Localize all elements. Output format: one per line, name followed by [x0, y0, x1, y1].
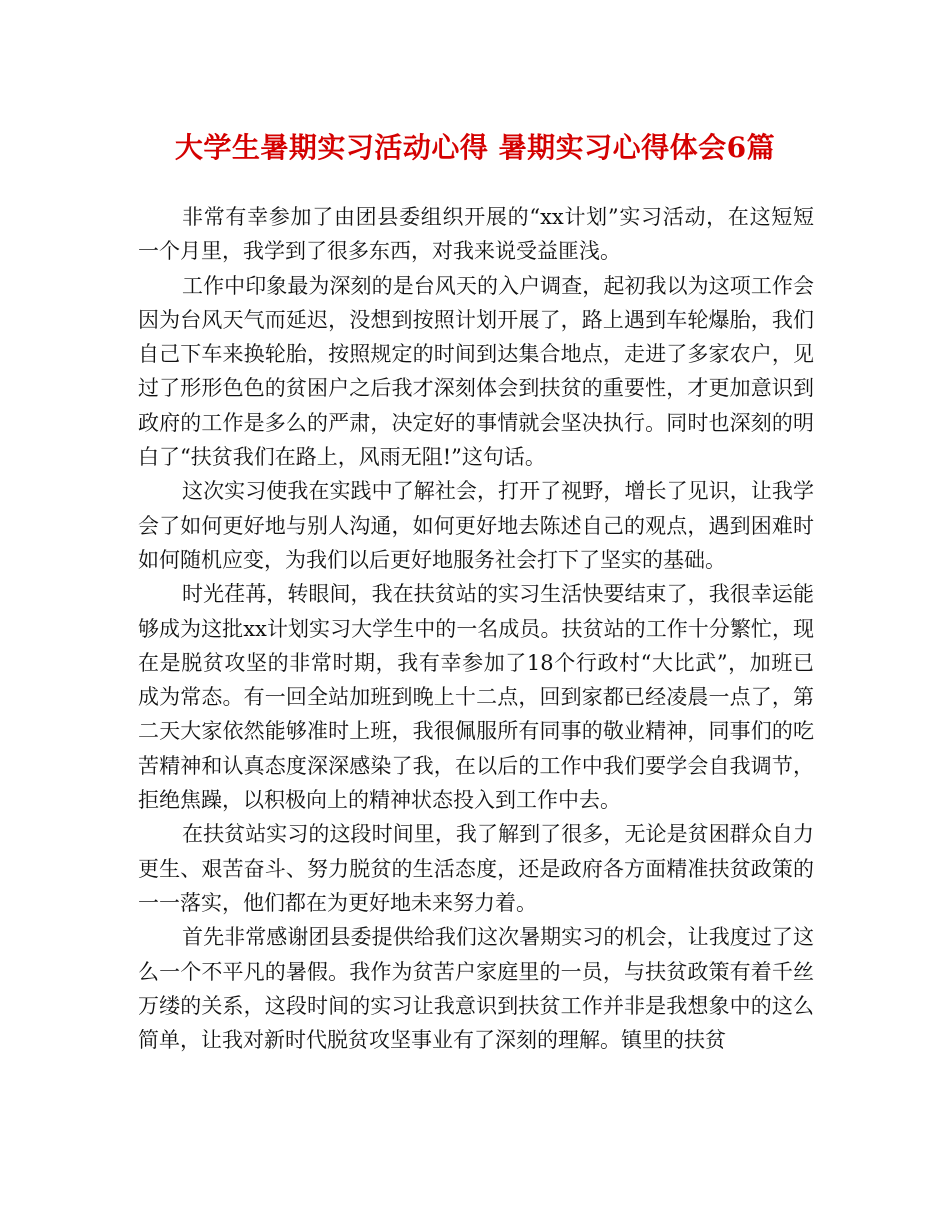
- paragraph-1: 非常有幸参加了由团县委组织开展的“xx计划”实习活动，在这短短一个月里，我学到了很多东西，对我来说受益匪浅。: [138, 205, 814, 264]
- paragraph-5: 在扶贫站实习的这段时间里，我了解到了很多，无论是贫困群众自力更生、艰苦奋斗、努力脱贫的生活态度，还是政府各方面精准扶贫政策的一一落实，他们都在为更好地未来努力着。: [138, 822, 814, 915]
- paragraph-3: 这次实习使我在实践中了解社会，打开了视野，增长了见识，让我学会了如何更好地与别人沟通，如何更好地去陈述自己的观点，遇到困难时如何随机应变，为我们以后更好地服务社会打下了坚实的基础。: [138, 479, 814, 572]
- paragraph-4: 时光荏苒，转眼间，我在扶贫站的实习生活快要结束了，我很幸运能够成为这批xx计划实习大学生中的一名成员。扶贫站的工作十分繁忙，现在是脱贫攻坚的非常时期，我有幸参加了18个行政村“大比武”，加班已成为常态。有一回全站加班到晚上十二点，回到家都已经凌晨一点了，第二天大家依然能够准时上班，我很佩服所有同事的敬业精神，同事们的吃苦精神和认真态度深深感染了我，在以后的工作中我们要学会自我调节，拒绝焦躁，以积极向上的精神状态投入到工作中去。: [138, 582, 814, 813]
- document-title: 大学生暑期实习活动心得 暑期实习心得体会6篇: [174, 131, 776, 164]
- document-body: [138, 200, 814, 1057]
- paragraph-6: 首先非常感谢团县委提供给我们这次暑期实习的机会，让我度过了这么一个不平凡的暑假。我作为贫苦户家庭里的一员，与扶贫政策有着千丝万缕的关系，这段时间的实习让我意识到扶贫工作并非是我想象中的这么简单，让我对新时代脱贫攻坚事业有了深刻的理解。镇里的扶贫: [138, 925, 814, 1053]
- paragraph-2: 工作中印象最为深刻的是台风天的入户调查，起初我以为这项工作会因为台风天气而延迟，没想到按照计划开展了，路上遇到车轮爆胎，我们自己下车来换轮胎，按照规定的时间到达集合地点，走进了多家农户，见过了形形色色的贫困户之后我才深刻体会到扶贫的重要性，才更加意识到政府的工作是多么的严肃，决定好的事情就会坚决执行。同时也深刻的明白了“扶贫我们在路上，风雨无阻!”这句话。: [138, 273, 814, 470]
